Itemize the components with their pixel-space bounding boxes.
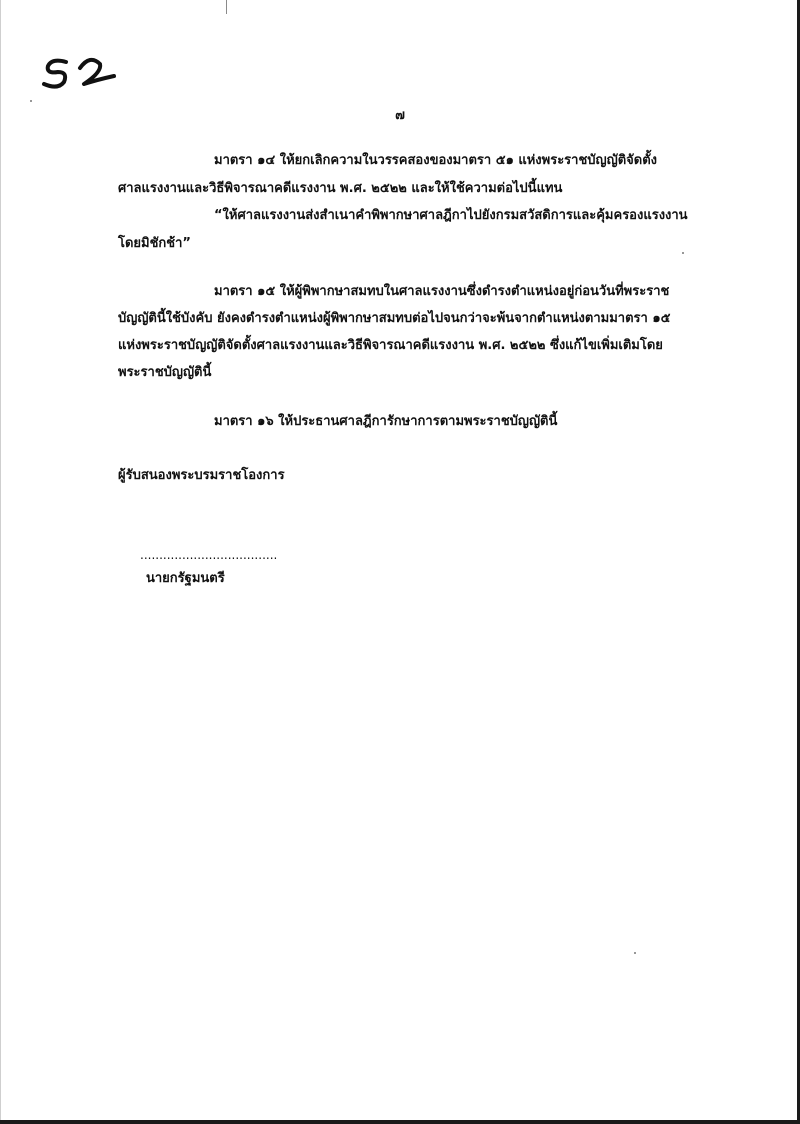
- handwritten-page-number: [38, 50, 118, 90]
- scan-speck: [634, 952, 636, 954]
- scan-speck: [682, 252, 684, 254]
- section-14-line-1: มาตรา ๑๔ ให้ยกเลิกความในวรรคสองของมาตรา ๕๑ แห่งพระราชบัญญัติจัดตั้ง: [214, 153, 657, 168]
- section-14-quote-line-1: “ให้ศาลแรงงานส่งสำเนาคำพิพากษาศาลฎีกาไปยังกรมสวัสดิการและคุ้มครองแรงงาน: [214, 208, 688, 223]
- scan-top-mark: [226, 0, 227, 14]
- countersign-label: ผู้รับสนองพระบรมราชโองการ: [118, 468, 285, 483]
- signature-line: ....................................: [140, 548, 278, 562]
- section-14-line-2: ศาลแรงงานและวิธีพิจารณาคดีแรงงาน พ.ศ. ๒๕๒๒ และให้ใช้ความต่อไปนี้แทน: [118, 181, 563, 196]
- page-bottom-edge: [0, 1120, 800, 1124]
- section-14-quote-line-2: โดยมิชักช้า”: [118, 236, 191, 251]
- section-15-line-2: บัญญัตินี้ใช้บังคับ ยังคงดำรงตำแหน่งผู้พิพากษาสมทบต่อไปจนกว่าจะพ้นจากตำแหน่งตามมาตรา ๑๕: [118, 311, 671, 326]
- prime-minister-title: นายกรัฐมนตรี: [146, 571, 225, 586]
- section-15-line-4: พระราชบัญญัตินี้: [118, 365, 212, 380]
- scan-speck: [30, 100, 32, 102]
- section-15-line-1: มาตรา ๑๕ ให้ผู้พิพากษาสมทบในศาลแรงงานซึ่งดำรงตำแหน่งอยู่ก่อนวันที่พระราช: [214, 284, 670, 299]
- section-16-line-1: มาตรา ๑๖ ให้ประธานศาลฎีการักษาการตามพระราชบัญญัตินี้: [214, 414, 558, 429]
- page-left-edge: [0, 0, 1, 1124]
- section-15-line-3: แห่งพระราชบัญญัติจัดตั้งศาลแรงงานและวิธีพิจารณาคดีแรงงาน พ.ศ. ๒๕๒๒ ซึ่งแก้ไขเพิ่มเติมโดย: [118, 338, 663, 353]
- page-number: ๗: [395, 108, 405, 123]
